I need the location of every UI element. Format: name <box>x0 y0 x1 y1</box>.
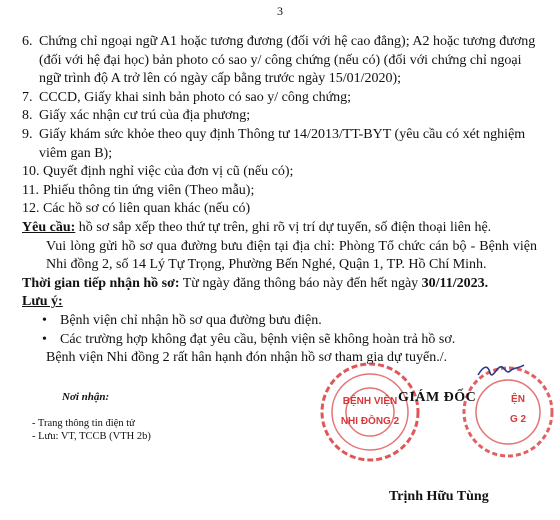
note-text: Bệnh viện chỉ nhận hồ sơ qua đường bưu điện. <box>60 312 322 328</box>
signer-name: Trịnh Hữu Tùng <box>389 489 489 504</box>
item-text: Các hồ sơ có liên quan khác (nếu có) <box>43 201 251 217</box>
recipients-title: Nơi nhận: <box>62 391 110 403</box>
director-title: GIÁM ĐỐC <box>398 390 477 405</box>
requirement-text: hồ sơ sắp xếp theo thứ tự trên, ghi rõ vị trí dự tuyển, số điện thoại liên hệ. <box>75 219 492 235</box>
closing-line: Bệnh viện Nhi đồng 2 rất hân hạnh đón nhận hồ sơ tham gia dự tuyển./. <box>46 350 448 366</box>
bullet-icon: • <box>42 331 47 347</box>
item-number: 6. <box>22 34 33 49</box>
list-item-12 <box>22 200 537 219</box>
item-number: 12. <box>22 201 40 217</box>
item-number: 11. <box>22 182 39 198</box>
stamp2-text-2: G 2 <box>509 414 527 425</box>
recipient-line: - Lưu: VT, TCCB (VTH 2b) <box>32 431 151 442</box>
recipient-line: - Trang thông tin điện tử <box>32 417 135 429</box>
requirement-paragraph <box>22 219 537 238</box>
item-number: 8. <box>22 108 33 124</box>
partial-stamp-seal <box>456 362 560 462</box>
item-text: Giấy xác nhận cư trú của địa phương; <box>39 108 251 124</box>
list-item-10 <box>22 163 537 182</box>
item-text: Phiếu thông tin ứng viên (Theo mẫu); <box>43 182 255 198</box>
stamp-text-1: BỆNH VIỆN <box>342 396 398 407</box>
stamp-text-2: NHI ĐỒNG 2 <box>340 416 400 427</box>
receipt-time-text: Từ ngày đăng thông báo này đến hết ngày <box>179 275 422 291</box>
item-number: 10. <box>22 164 40 180</box>
stamp2-text-1: ỆN <box>511 394 525 405</box>
note-bullet-2 <box>22 331 537 350</box>
item-text: Quyết định nghỉ việc của đơn vị cũ (nếu có); <box>43 164 294 180</box>
mailing-address-paragraph: Vui lòng gửi hồ sơ qua đường bưu điện tại địa chỉ: Phòng Tổ chức cán bộ - Bệnh viện Nhi đồng 2, số 14 Lý Tự Trọng, Phường Bến Nghé, Quận 1, TP. Hồ Chí Minh. <box>46 238 537 273</box>
note-text: Các trường hợp không đạt yêu cầu, bệnh viện sẽ không hoàn trả hồ sơ. <box>60 331 456 347</box>
list-item-9 <box>22 126 537 163</box>
receipt-time-label: Thời gian tiếp nhận hồ sơ: <box>22 275 180 291</box>
page-number: 3 <box>277 4 283 18</box>
notes-label: Lưu ý: <box>22 294 63 310</box>
recipients-block <box>32 391 151 444</box>
item-number: 7. <box>22 89 33 105</box>
receipt-deadline: 30/11/2023. <box>421 275 489 291</box>
bullet-icon: • <box>42 312 47 328</box>
note-bullet-1 <box>22 312 537 331</box>
item-text: Giấy khám sức khỏe theo quy định Thông tư 14/2013/TT-BYT (yêu cầu có xét nghiệm viêm gan B); <box>39 126 526 161</box>
item-text: CCCD, Giấy khai sinh bản photo có sao y/ công chứng; <box>39 89 352 105</box>
list-item-7 <box>22 89 537 108</box>
receipt-time-paragraph <box>22 275 537 294</box>
list-item-11 <box>22 182 537 201</box>
notes-heading <box>22 293 537 312</box>
requirement-label: Yêu cầu: <box>22 219 76 235</box>
document-body <box>22 33 537 368</box>
list-item-6 <box>22 33 537 89</box>
item-text: Chứng chỉ ngoại ngữ A1 hoặc tương đương (đối với hệ cao đẳng); A2 hoặc tương đương (đối với hệ đại học) bản photo có sao y/ công chứng (nếu có) (đối với chứng chỉ ngoại ngữ trình độ A trở lên có ngày cấp bằng trước ngày 15/01/2020); <box>39 34 536 87</box>
list-item-8 <box>22 107 537 126</box>
official-stamp-seal <box>318 360 422 464</box>
item-number: 9. <box>22 126 33 142</box>
